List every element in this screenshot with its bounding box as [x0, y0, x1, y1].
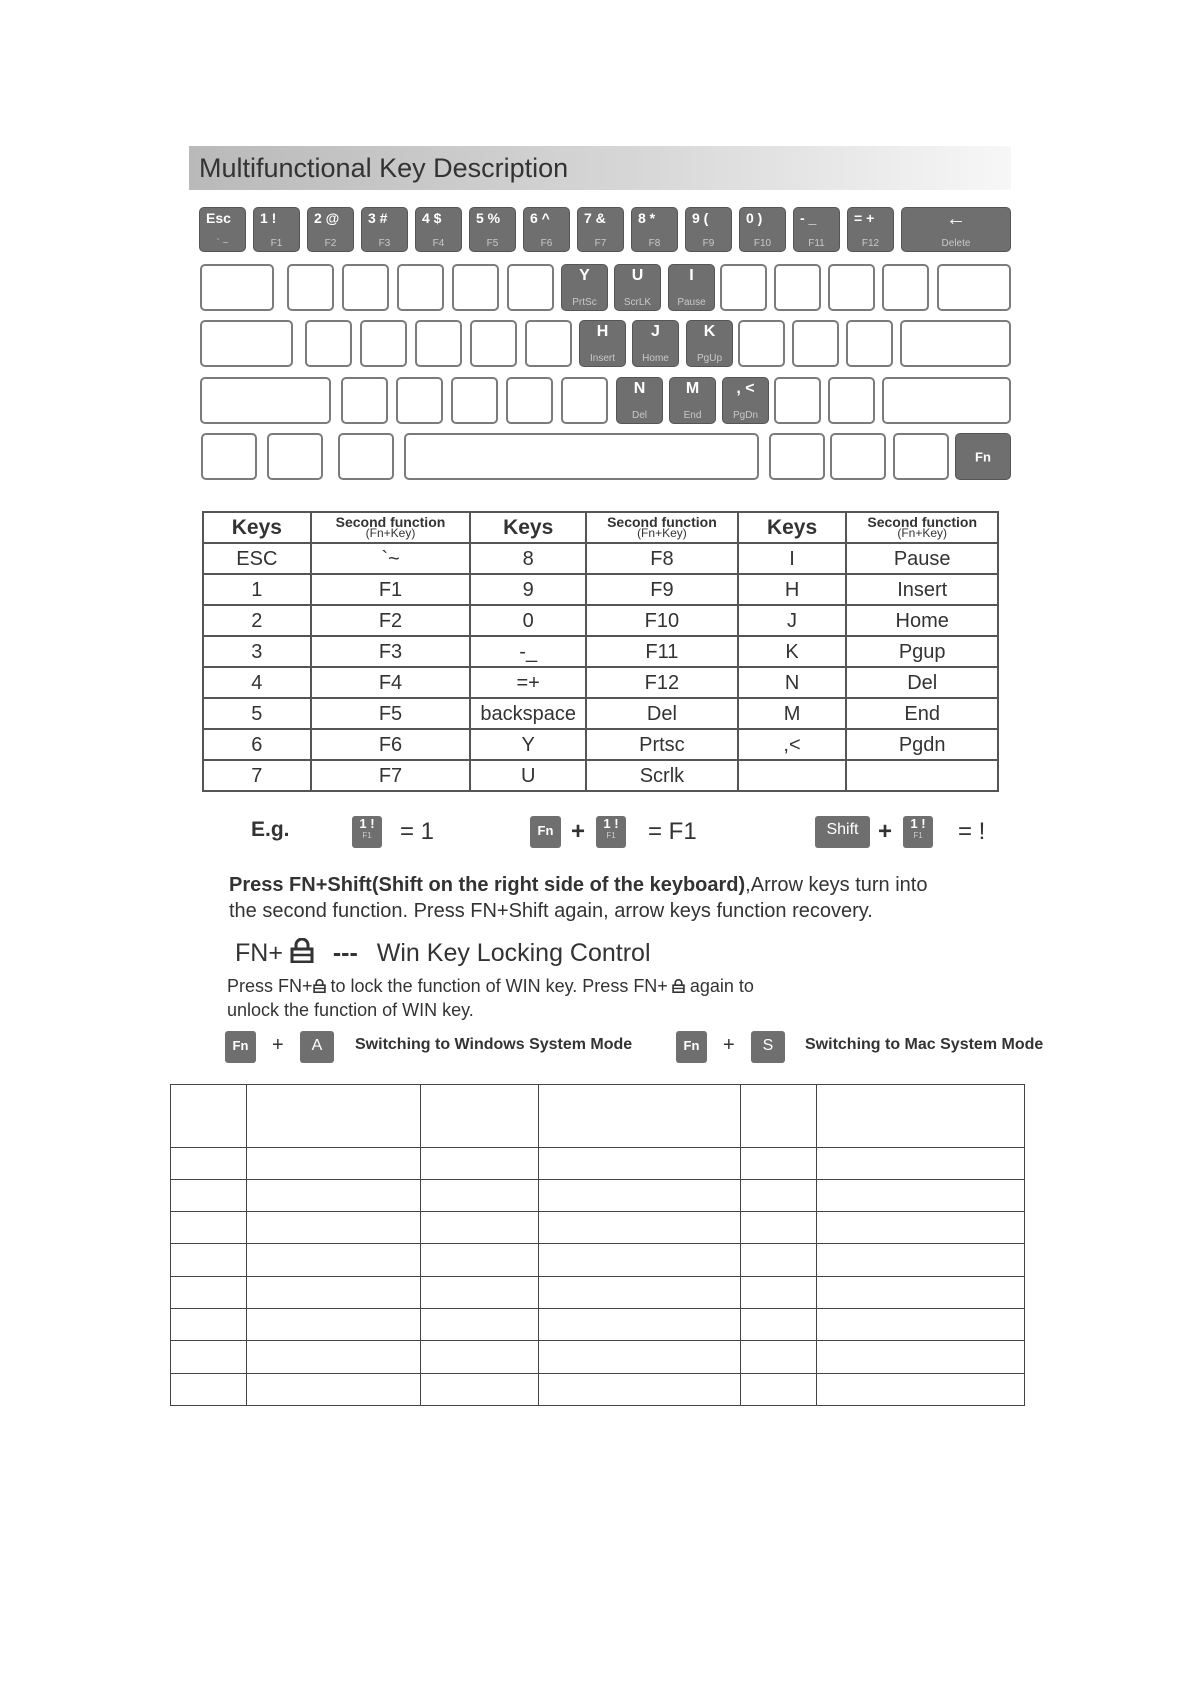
key-bracket-left — [828, 264, 875, 311]
table-cell: 6 — [203, 729, 311, 760]
key-7 — [577, 207, 624, 252]
key-k — [686, 320, 733, 367]
arrow-note-bold: Press FN+Shift(Shift on the right side of the keyboard) — [229, 874, 746, 896]
key-secondary: PgDn — [732, 410, 758, 421]
key-5 — [469, 207, 516, 252]
example-result-exclaim: = ! — [958, 818, 986, 845]
back-arrow-icon: ← — [946, 208, 966, 230]
key-comma — [722, 377, 769, 424]
table-row — [171, 1085, 1025, 1148]
key-primary: Shift — [826, 821, 859, 838]
page-title: Multifunctional Key Description — [199, 153, 569, 183]
key-secondary: F5 — [486, 238, 499, 249]
example-label: E.g. — [251, 818, 290, 841]
table-row — [203, 543, 998, 574]
key-quote — [846, 320, 893, 367]
table-cell: Scrlk — [586, 760, 738, 791]
key-primary: H — [596, 323, 609, 340]
key-h — [579, 320, 626, 367]
key-primary: 2 @ — [314, 210, 340, 226]
key-primary: U — [631, 267, 644, 284]
key-q — [287, 264, 334, 311]
key-1 — [253, 207, 300, 252]
example-shift-key — [815, 816, 870, 848]
table-cell — [846, 760, 998, 791]
key-semicolon — [792, 320, 839, 367]
table-cell: U — [470, 760, 586, 791]
key-2 — [307, 207, 354, 252]
win-lock-line1 — [227, 976, 754, 998]
key-r — [452, 264, 499, 311]
key-8 — [631, 207, 678, 252]
win-lock-dashes: --- — [332, 939, 358, 967]
plus-sign: + — [571, 818, 586, 845]
table-row — [203, 698, 998, 729]
key-equals — [847, 207, 894, 252]
key-c — [451, 377, 498, 424]
table-cell: N — [738, 667, 847, 698]
table-row — [171, 1179, 1025, 1211]
key-y — [561, 264, 608, 311]
table-cell: F3 — [311, 636, 471, 667]
key-secondary: F3 — [378, 238, 391, 249]
key-secondary: F10 — [753, 238, 772, 249]
table-cell: Del — [586, 698, 738, 729]
header-second-label: Second function — [335, 513, 446, 530]
table-cell: F12 — [586, 667, 738, 698]
table-cell: Pgup — [846, 636, 998, 667]
table-row — [171, 1309, 1025, 1341]
example-key-1 — [596, 816, 626, 848]
lock-icon — [290, 938, 314, 970]
arrow-note-rest: ,Arrow keys turn into — [745, 874, 928, 896]
key-3 — [361, 207, 408, 252]
key-secondary: Home — [642, 353, 669, 364]
key-primary: 1 ! — [603, 816, 619, 831]
key-t — [507, 264, 554, 311]
header-second-label: Second function — [867, 513, 978, 530]
table-cell: 3 — [203, 636, 311, 667]
table-cell: End — [846, 698, 998, 729]
key-secondary: Delete — [941, 238, 971, 249]
table-cell: ESC — [203, 543, 311, 574]
key-p — [774, 264, 821, 311]
table-cell: F7 — [311, 760, 471, 791]
win-lock-heading — [235, 938, 651, 970]
key-e — [397, 264, 444, 311]
key-secondary: Pause — [677, 297, 706, 308]
table-row — [171, 1212, 1025, 1244]
key-backslash — [937, 264, 1011, 311]
key-w — [342, 264, 389, 311]
key-space — [404, 433, 759, 480]
table-cell: Pgdn — [846, 729, 998, 760]
plus-sign: + — [723, 1034, 735, 1056]
table-cell: Insert — [846, 574, 998, 605]
table-cell: F9 — [586, 574, 738, 605]
table-cell: 7 — [203, 760, 311, 791]
key-secondary: PrtSc — [572, 297, 597, 308]
table-cell: F1 — [311, 574, 471, 605]
key-f — [470, 320, 517, 367]
key-bracket-right — [882, 264, 929, 311]
key-secondary: End — [683, 410, 702, 421]
key-6 — [523, 207, 570, 252]
key-secondary: F1 — [606, 831, 616, 840]
key-mapping-table — [202, 511, 999, 792]
header-second-label: Second function — [607, 513, 717, 530]
example-result-f1: = F1 — [648, 818, 697, 845]
mode-a-key — [300, 1031, 334, 1063]
key-slash — [828, 377, 875, 424]
table-cell: F11 — [586, 636, 738, 667]
key-primary: , < — [736, 380, 755, 397]
key-secondary: F9 — [702, 238, 715, 249]
key-j — [632, 320, 679, 367]
table-cell: F8 — [586, 543, 738, 574]
plus-sign: + — [272, 1034, 284, 1056]
table-cell: J — [738, 605, 847, 636]
header-keys: Keys — [470, 512, 586, 543]
keyboard-diagram — [0, 0, 1191, 480]
key-o — [720, 264, 767, 311]
header-second-sub: (Fn+Key) — [897, 525, 948, 540]
key-period — [774, 377, 821, 424]
arrow-note-line1 — [229, 874, 927, 897]
table-header-row — [203, 512, 998, 543]
table-cell: Y — [470, 729, 586, 760]
key-l — [738, 320, 785, 367]
key-secondary: F1 — [362, 831, 372, 840]
key-alt — [338, 433, 394, 480]
table-row — [171, 1276, 1025, 1308]
table-row — [171, 1244, 1025, 1276]
table-row — [203, 605, 998, 636]
table-cell: Prtsc — [586, 729, 738, 760]
key-primary: 4 $ — [422, 210, 442, 226]
key-primary: Fn — [232, 1038, 249, 1053]
key-v — [506, 377, 553, 424]
key-primary: K — [703, 323, 716, 340]
windows-mode-text: Switching to Windows System Mode — [355, 1036, 633, 1053]
key-d — [415, 320, 462, 367]
header-second-function — [586, 512, 738, 543]
table-row — [203, 729, 998, 760]
key-primary: 1 ! — [359, 816, 375, 831]
key-secondary: Del — [631, 410, 647, 421]
table-cell: H — [738, 574, 847, 605]
key-fn — [955, 433, 1011, 480]
win-lock-prefix: FN+ — [235, 939, 283, 967]
table-cell: 9 — [470, 574, 586, 605]
table-cell: `~ — [311, 543, 471, 574]
header-second-sub: (Fn+Key) — [365, 525, 416, 540]
table-row — [203, 636, 998, 667]
table-cell: 5 — [203, 698, 311, 729]
key-shift-left — [200, 377, 331, 424]
key-primary: S — [762, 1037, 774, 1054]
empty-grid-table — [170, 1084, 1025, 1406]
mode-fn-key — [225, 1031, 256, 1063]
example-key-1 — [352, 816, 382, 848]
key-secondary: ScrLK — [623, 297, 652, 308]
key-primary: Fn — [975, 449, 991, 464]
key-primary: N — [633, 380, 646, 397]
key-9 — [685, 207, 732, 252]
key-primary: Fn — [683, 1038, 700, 1053]
win-lock-text: again to — [684, 976, 754, 996]
key-shift-right — [882, 377, 1011, 424]
table-cell: 4 — [203, 667, 311, 698]
key-secondary: ` ~ — [216, 238, 229, 249]
win-lock-text: Press FN+ — [227, 976, 313, 996]
key-secondary: PgUp — [696, 353, 722, 364]
mac-mode-text: Switching to Mac System Mode — [805, 1036, 1044, 1053]
table-cell: F6 — [311, 729, 471, 760]
lock-icon — [313, 977, 326, 998]
mode-s-key — [751, 1031, 785, 1063]
example-fn-key — [530, 816, 561, 848]
key-primary: 6 ^ — [530, 210, 550, 226]
key-primary: 1 ! — [260, 210, 277, 226]
table-cell: I — [738, 543, 847, 574]
key-primary: I — [689, 267, 694, 284]
key-secondary: F7 — [594, 238, 607, 249]
key-primary: A — [311, 1037, 323, 1054]
key-backspace — [901, 207, 1011, 252]
header-second-sub: (Fn+Key) — [637, 525, 687, 540]
key-u — [614, 264, 661, 311]
table-cell: =+ — [470, 667, 586, 698]
key-primary: 7 & — [584, 210, 606, 226]
header-keys: Keys — [203, 512, 311, 543]
key-primary: 1 ! — [910, 816, 926, 831]
key-esc — [199, 207, 246, 252]
header-second-function — [311, 512, 471, 543]
key-enter — [900, 320, 1011, 367]
key-primary: J — [651, 323, 660, 340]
key-tab — [200, 264, 274, 311]
lock-icon — [672, 977, 685, 998]
table-cell: K — [738, 636, 847, 667]
key-secondary: F2 — [324, 238, 337, 249]
table-cell: Del — [846, 667, 998, 698]
key-n — [616, 377, 663, 424]
key-g — [525, 320, 572, 367]
key-secondary: F4 — [432, 238, 445, 249]
key-ctrl-right — [893, 433, 949, 480]
key-m — [669, 377, 716, 424]
key-primary: Y — [579, 267, 590, 284]
win-lock-text: to lock the function of WIN key. Press FN+ — [325, 976, 668, 996]
key-secondary: F11 — [808, 238, 825, 249]
key-alt-right — [769, 433, 825, 480]
key-primary: 5 % — [476, 210, 501, 226]
key-z — [341, 377, 388, 424]
key-menu — [830, 433, 886, 480]
table-row — [171, 1341, 1025, 1373]
key-s — [360, 320, 407, 367]
key-primary: 9 ( — [692, 210, 709, 226]
table-cell: M — [738, 698, 847, 729]
table-row — [203, 574, 998, 605]
table-cell: F4 — [311, 667, 471, 698]
win-lock-line2: unlock the function of WIN key. — [227, 1000, 474, 1020]
table-cell: 2 — [203, 605, 311, 636]
example-key-1 — [903, 816, 933, 848]
key-secondary: F1 — [270, 238, 283, 249]
table-row — [171, 1147, 1025, 1179]
key-primary: 0 ) — [746, 210, 763, 226]
table-row — [171, 1373, 1025, 1405]
key-4 — [415, 207, 462, 252]
table-cell: ,< — [738, 729, 847, 760]
table-cell: F2 — [311, 605, 471, 636]
key-secondary: F1 — [913, 831, 923, 840]
key-caps — [200, 320, 293, 367]
table-cell: F10 — [586, 605, 738, 636]
arrow-note-line2: the second function. Press FN+Shift again, arrow keys function recovery. — [229, 900, 873, 922]
key-primary: 8 * — [638, 210, 656, 226]
example-result-1: = 1 — [400, 818, 435, 845]
key-win — [267, 433, 323, 480]
mode-fn-key — [676, 1031, 707, 1063]
header-second-function — [846, 512, 998, 543]
key-secondary: F6 — [540, 238, 553, 249]
table-cell: -_ — [470, 636, 586, 667]
key-secondary: Insert — [589, 353, 615, 364]
key-primary: - _ — [800, 210, 817, 226]
table-cell: 8 — [470, 543, 586, 574]
key-minus — [793, 207, 840, 252]
header-keys: Keys — [738, 512, 847, 543]
table-cell: 0 — [470, 605, 586, 636]
table-cell: Pause — [846, 543, 998, 574]
table-cell: Home — [846, 605, 998, 636]
key-primary: = + — [854, 210, 875, 226]
key-primary: Esc — [206, 210, 231, 226]
win-lock-title: Win Key Locking Control — [376, 939, 651, 967]
key-b — [561, 377, 608, 424]
plus-sign: + — [878, 818, 893, 845]
key-a — [305, 320, 352, 367]
table-cell: F5 — [311, 698, 471, 729]
key-0 — [739, 207, 786, 252]
key-primary: Fn — [537, 823, 554, 838]
table-cell: 1 — [203, 574, 311, 605]
key-primary: 3 # — [368, 210, 388, 226]
key-primary: M — [685, 380, 700, 397]
key-secondary: F8 — [648, 238, 661, 249]
key-x — [396, 377, 443, 424]
table-cell: backspace — [470, 698, 586, 729]
table-row — [203, 667, 998, 698]
key-i — [668, 264, 715, 311]
key-ctrl — [201, 433, 257, 480]
table-row — [203, 760, 998, 791]
key-secondary: F12 — [861, 238, 880, 249]
table-cell — [738, 760, 847, 791]
